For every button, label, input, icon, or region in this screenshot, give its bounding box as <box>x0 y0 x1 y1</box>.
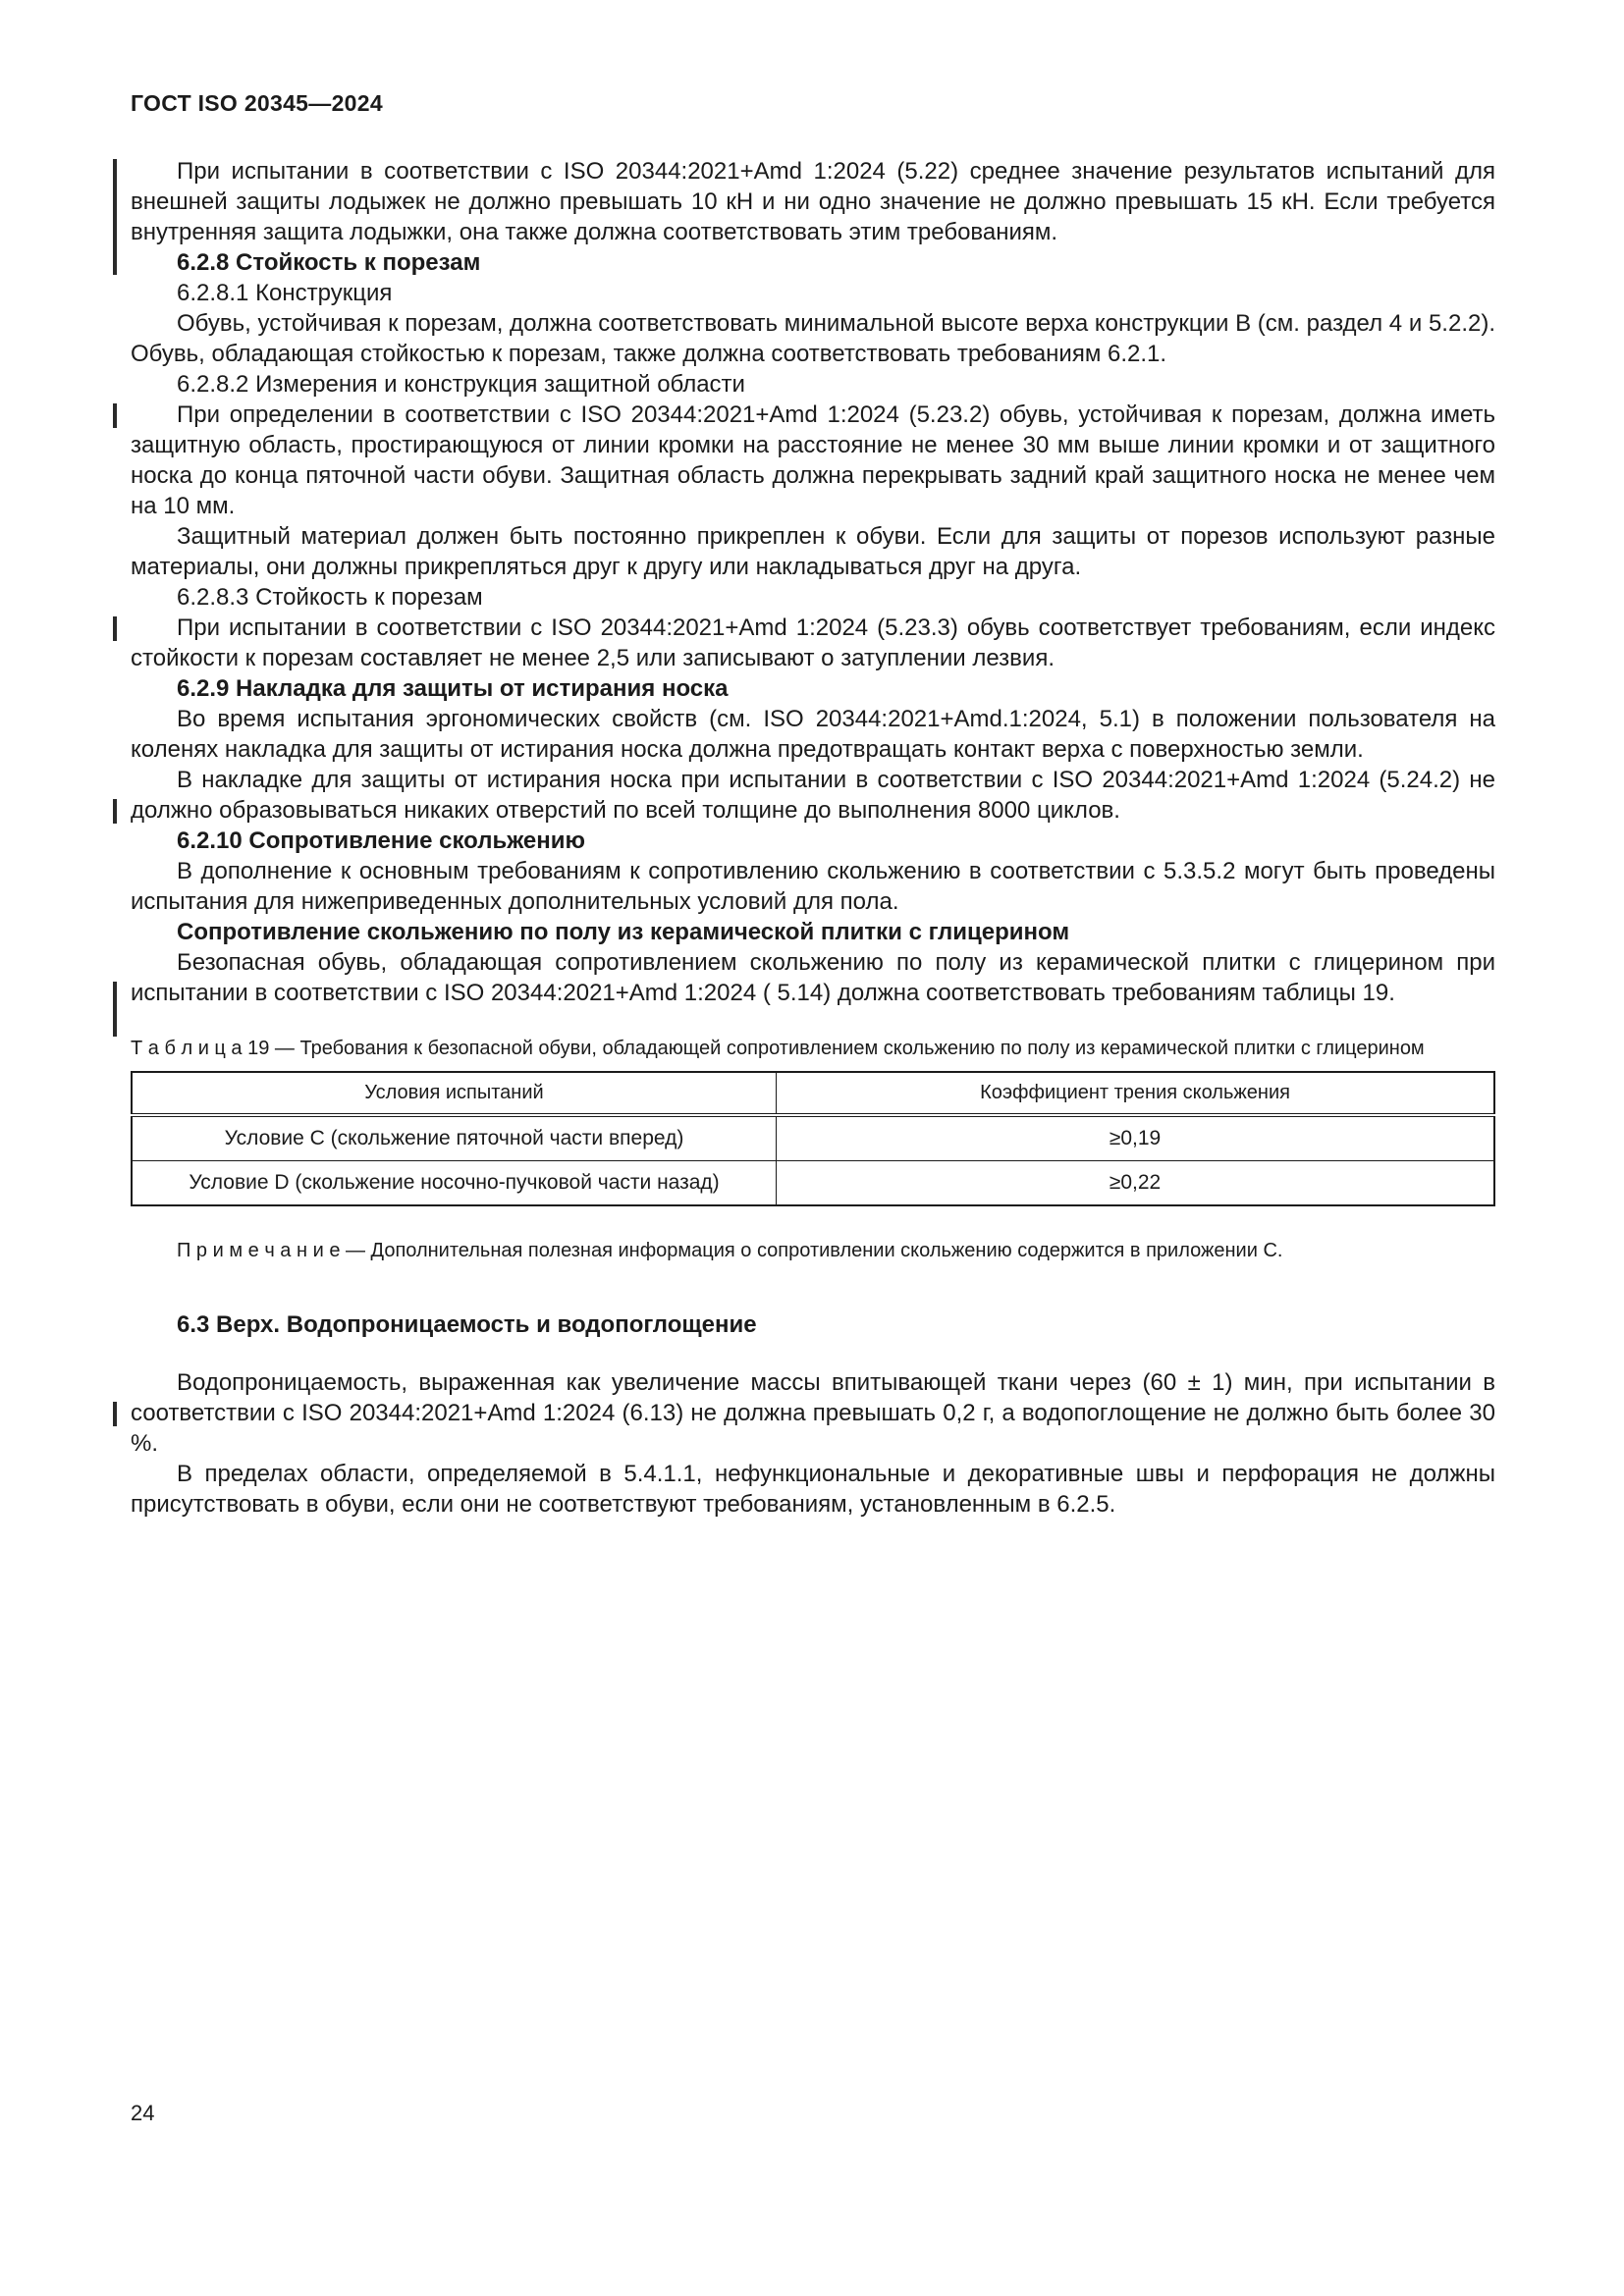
revision-change-bar <box>113 1402 117 1426</box>
table-row <box>132 1115 1494 1161</box>
body-paragraph: Водопроницаемость, выраженная как увеличение массы впитывающей ткани через (60 ± 1) мин, при испытании в соответствии с ISO 20344:2021+Amd 1:2024 (6.13) не должна превышать 0,2 г, а водопоглощение не должно быть более 30 %. <box>131 1369 1495 1457</box>
table-19 <box>131 1071 1495 1206</box>
document-header: ГОСТ ISO 20345—2024 <box>131 90 383 116</box>
paragraph-block <box>131 156 1495 247</box>
paragraph-block <box>131 613 1495 673</box>
revision-change-bar <box>113 159 117 275</box>
heading-6-2-9: 6.2.9 Накладка для защиты от истирания носка <box>177 675 729 702</box>
body-paragraph: В пределах области, определяемой в 5.4.1.1, нефункциональные и декоративные швы и перфорация не должны присутствовать в обуви, если они не соответствуют требованиям, установленным в 6.2.5. <box>131 1461 1495 1518</box>
column-header-conditions: Условия испытаний <box>132 1072 777 1115</box>
paragraph-block <box>131 1367 1495 1459</box>
table-19-caption: Т а б л и ц а 19 — Требования к безопасной обуви, обладающей сопротивлением скольжению по полу из керамической плитки с глицерином <box>131 1038 1425 1059</box>
paragraph-block <box>131 308 1495 369</box>
condition-cell: Условие C (скольжение пяточной части вперед) <box>132 1115 777 1161</box>
heading-slip-resistance-glycerine: Сопротивление скольжению по полу из керамической плитки с глицерином <box>177 919 1070 945</box>
note-paragraph: П р и м е ч а н и е — Дополнительная полезная информация о сопротивлении скольжению содержится в приложении С. <box>177 1240 1283 1261</box>
body-paragraph: При испытании в соответствии с ISO 20344:2021+Amd 1:2024 (5.22) среднее значение результатов испытаний для внешней защиты лодыжек не должно превышать 10 кН и ни одно значение не должно превышать 15 кН. Если требуется внутренняя защита лодыжки, она также должна соответствовать этим требованиям. <box>131 158 1495 245</box>
body-paragraph: При испытании в соответствии с ISO 20344:2021+Amd 1:2024 (5.23.3) обувь соответствует требованиям, если индекс стойкости к порезам составляет не менее 2,5 или записывают о затуплении лезвия. <box>131 614 1495 671</box>
paragraph-block <box>131 826 1495 856</box>
value-cell: ≥0,22 <box>777 1161 1494 1206</box>
revision-change-bar <box>113 403 117 428</box>
body-paragraph: В дополнение к основным требованиям к сопротивлению скольжению в соответствии с 5.3.5.2 могут быть проведены испытания для нижеприведенных дополнительных условий для пола. <box>131 858 1495 915</box>
column-header-coefficient: Коэффициент трения скольжения <box>777 1072 1494 1115</box>
table-header-row <box>132 1072 1494 1115</box>
paragraph-block <box>131 521 1495 582</box>
subclause-title-6-2-8-1: 6.2.8.1 Конструкция <box>177 280 393 306</box>
condition-cell: Условие D (скольжение носочно-пучковой части назад) <box>132 1161 777 1206</box>
paragraph-block <box>131 917 1495 947</box>
paragraph-block <box>131 247 1495 278</box>
paragraph-block <box>131 765 1495 826</box>
body-paragraph: Защитный материал должен быть постоянно прикреплен к обуви. Если для защиты от порезов используют разные материалы, они должны прикрепляться друг к другу или накладываться друг на друга. <box>131 523 1495 580</box>
body-paragraph: Безопасная обувь, обладающая сопротивлением скольжению по полу из керамической плитки с глицерином при испытании в соответствии с ISO 20344:2021+Amd 1:2024 ( 5.14) должна соответствовать требованиям таблицы 19. <box>131 949 1495 1006</box>
revision-change-bar <box>113 616 117 641</box>
heading-6-2-10: 6.2.10 Сопротивление скольжению <box>177 828 585 854</box>
body-paragraph: В накладке для защиты от истирания носка при испытании в соответствии с ISO 20344:2021+Amd 1:2024 (5.24.2) не должно образовываться никаких отверстий по всей толщине до выполнения 8000 циклов. <box>131 767 1495 824</box>
body-paragraph: Обувь, устойчивая к порезам, должна соответствовать минимальной высоте верха конструкции В (см. раздел 4 и 5.2.2). Обувь, обладающая стойкостью к порезам, также должна соответствовать требованиям 6.2.1. <box>131 310 1495 367</box>
page-number: 24 <box>131 2101 155 2125</box>
subclause-title-6-2-8-3: 6.2.8.3 Стойкость к порезам <box>177 584 483 611</box>
table-row <box>132 1161 1494 1206</box>
heading-6-3: 6.3 Верх. Водопроницаемость и водопоглощение <box>177 1311 757 1338</box>
subclause-title-6-2-8-2: 6.2.8.2 Измерения и конструкция защитной области <box>177 371 745 398</box>
paragraph-block <box>131 1309 1495 1340</box>
paragraph-block <box>131 582 1495 613</box>
paragraph-block <box>131 400 1495 521</box>
paragraph-block <box>131 369 1495 400</box>
body-paragraph: При определении в соответствии с ISO 20344:2021+Amd 1:2024 (5.23.2) обувь, устойчивая к порезам, должна иметь защитную область, простирающуюся от линии кромки на расстояние не менее 30 мм выше линии кромки и от защитного носка до конца пяточной части обуви. Защитная область должна перекрывать задний край защитного носка не менее чем на 10 мм. <box>131 401 1495 519</box>
paragraph-block <box>131 947 1495 1008</box>
heading-6-2-8: 6.2.8 Стойкость к порезам <box>177 249 481 276</box>
revision-change-bar <box>113 982 117 1037</box>
page-content <box>131 90 1495 1520</box>
paragraph-block <box>131 856 1495 917</box>
paragraph-block <box>131 278 1495 308</box>
revision-change-bar <box>113 799 117 824</box>
paragraph-block <box>131 1459 1495 1520</box>
paragraph-block <box>131 704 1495 765</box>
value-cell: ≥0,19 <box>777 1115 1494 1161</box>
body-paragraph: Во время испытания эргономических свойств (см. ISO 20344:2021+Amd.1:2024, 5.1) в положении пользователя на коленях накладка для защиты от истирания носка должна предотвращать контакт верха с поверхностью земли. <box>131 706 1495 763</box>
paragraph-block <box>131 673 1495 704</box>
